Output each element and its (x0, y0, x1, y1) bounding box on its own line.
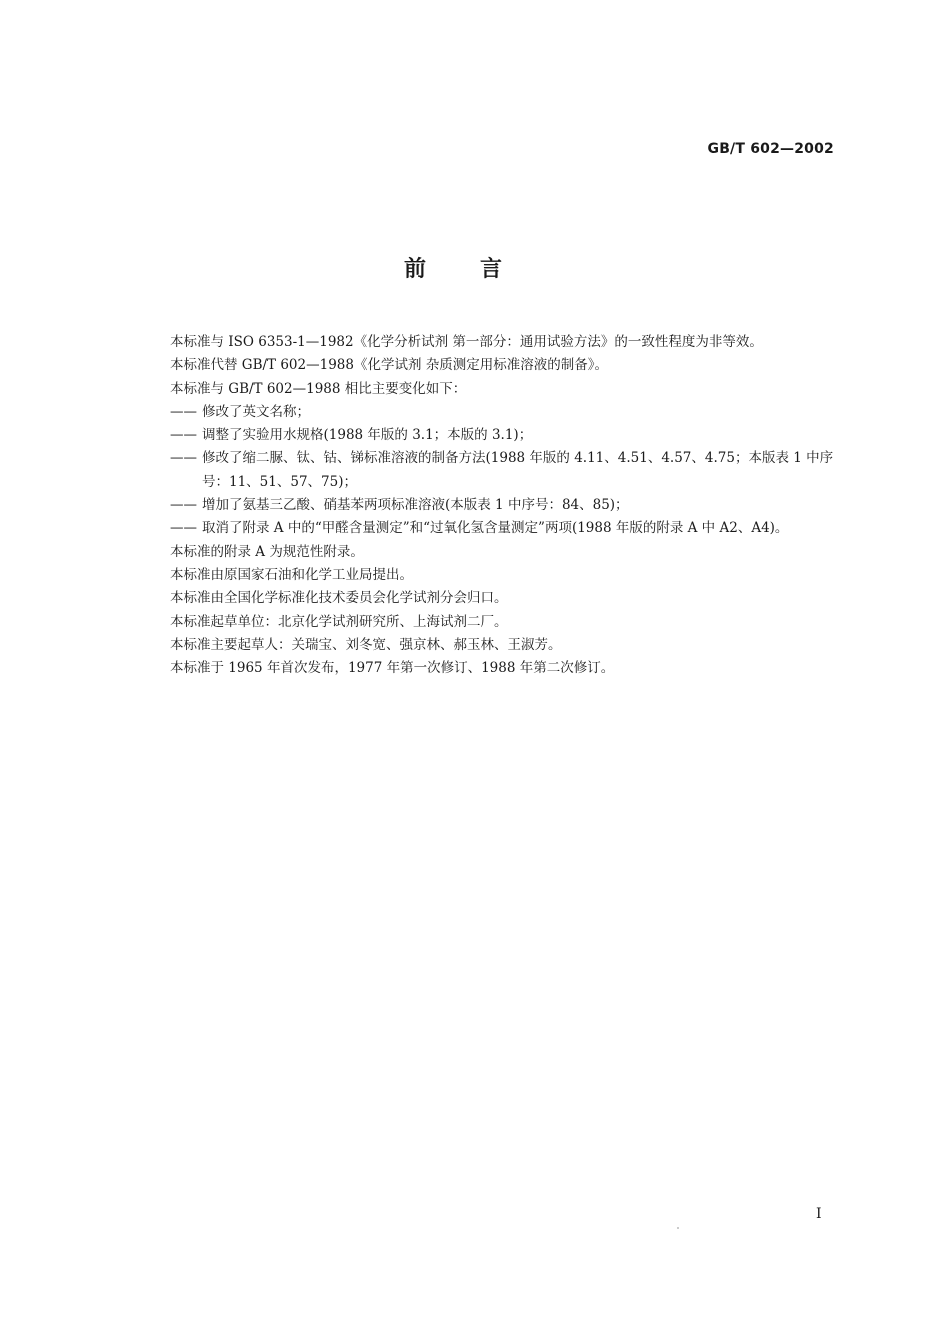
page-number: I (816, 1206, 822, 1222)
paragraph-annex: 本标准的附录 A 为规范性附录。 (170, 543, 364, 560)
change-dash: —— (170, 497, 197, 514)
scan-artifact (677, 1227, 679, 1229)
change-item (170, 447, 850, 494)
change-dash: —— (170, 427, 197, 444)
change-item (170, 424, 850, 447)
paragraph-drafters: 本标准主要起草人：关瑞宝、刘冬宽、强京林、郝玉林、王淑芳。 (170, 636, 562, 653)
standard-number: GB/T 602—2002 (707, 141, 834, 157)
paragraph-replaces: 本标准代替 GB/T 602—1988《化学试剂 杂质测定用标准溶液的制备》。 (170, 357, 609, 374)
change-dash: —— (170, 520, 197, 537)
foreword-body (170, 331, 850, 680)
change-item (170, 517, 850, 540)
paragraph-drafting-units: 本标准起草单位：北京化学试剂研究所、上海试剂二厂。 (170, 613, 508, 630)
paragraph-administered-by: 本标准由全国化学标准化技术委员会化学试剂分会归口。 (170, 590, 508, 607)
change-item-text: 调整了实验用水规格(1988 年版的 3.1；本版的 3.1)； (202, 427, 533, 444)
page-title: 前言 (403, 257, 556, 282)
paragraph-consistency: 本标准与 ISO 6353-1—1982《化学分析试剂 第一部分：通用试验方法》的一致性程度为非等效。 (170, 334, 763, 350)
change-dash: —— (170, 450, 197, 467)
change-item (170, 494, 850, 517)
paragraph-proposed-by: 本标准由原国家石油和化学工业局提出。 (170, 566, 413, 583)
paragraph-history: 本标准于 1965 年首次发布，1977 年第一次修订、1988 年第二次修订。 (170, 660, 615, 677)
change-item-text: 修改了缩二脲、钛、钴、锑标准溶液的制备方法(1988 年版的 4.11、4.51、4.57、4.75；本版表 1 中序号：11、51、57、75)； (202, 450, 834, 490)
change-dash: —— (170, 403, 197, 420)
change-item-text: 取消了附录 A 中的“甲醛含量测定”和“过氧化氢含量测定”两项(1988 年版的附录 A 中 A2、A4)。 (202, 520, 789, 537)
change-item-text: 修改了英文名称； (202, 403, 310, 420)
paragraph-changes-intro: 本标准与 GB/T 602—1988 相比主要变化如下： (170, 380, 467, 397)
change-item (170, 401, 850, 424)
change-item-text: 增加了氨基三乙酸、硝基苯两项标准溶液(本版表 1 中序号：84、85)； (202, 497, 629, 514)
